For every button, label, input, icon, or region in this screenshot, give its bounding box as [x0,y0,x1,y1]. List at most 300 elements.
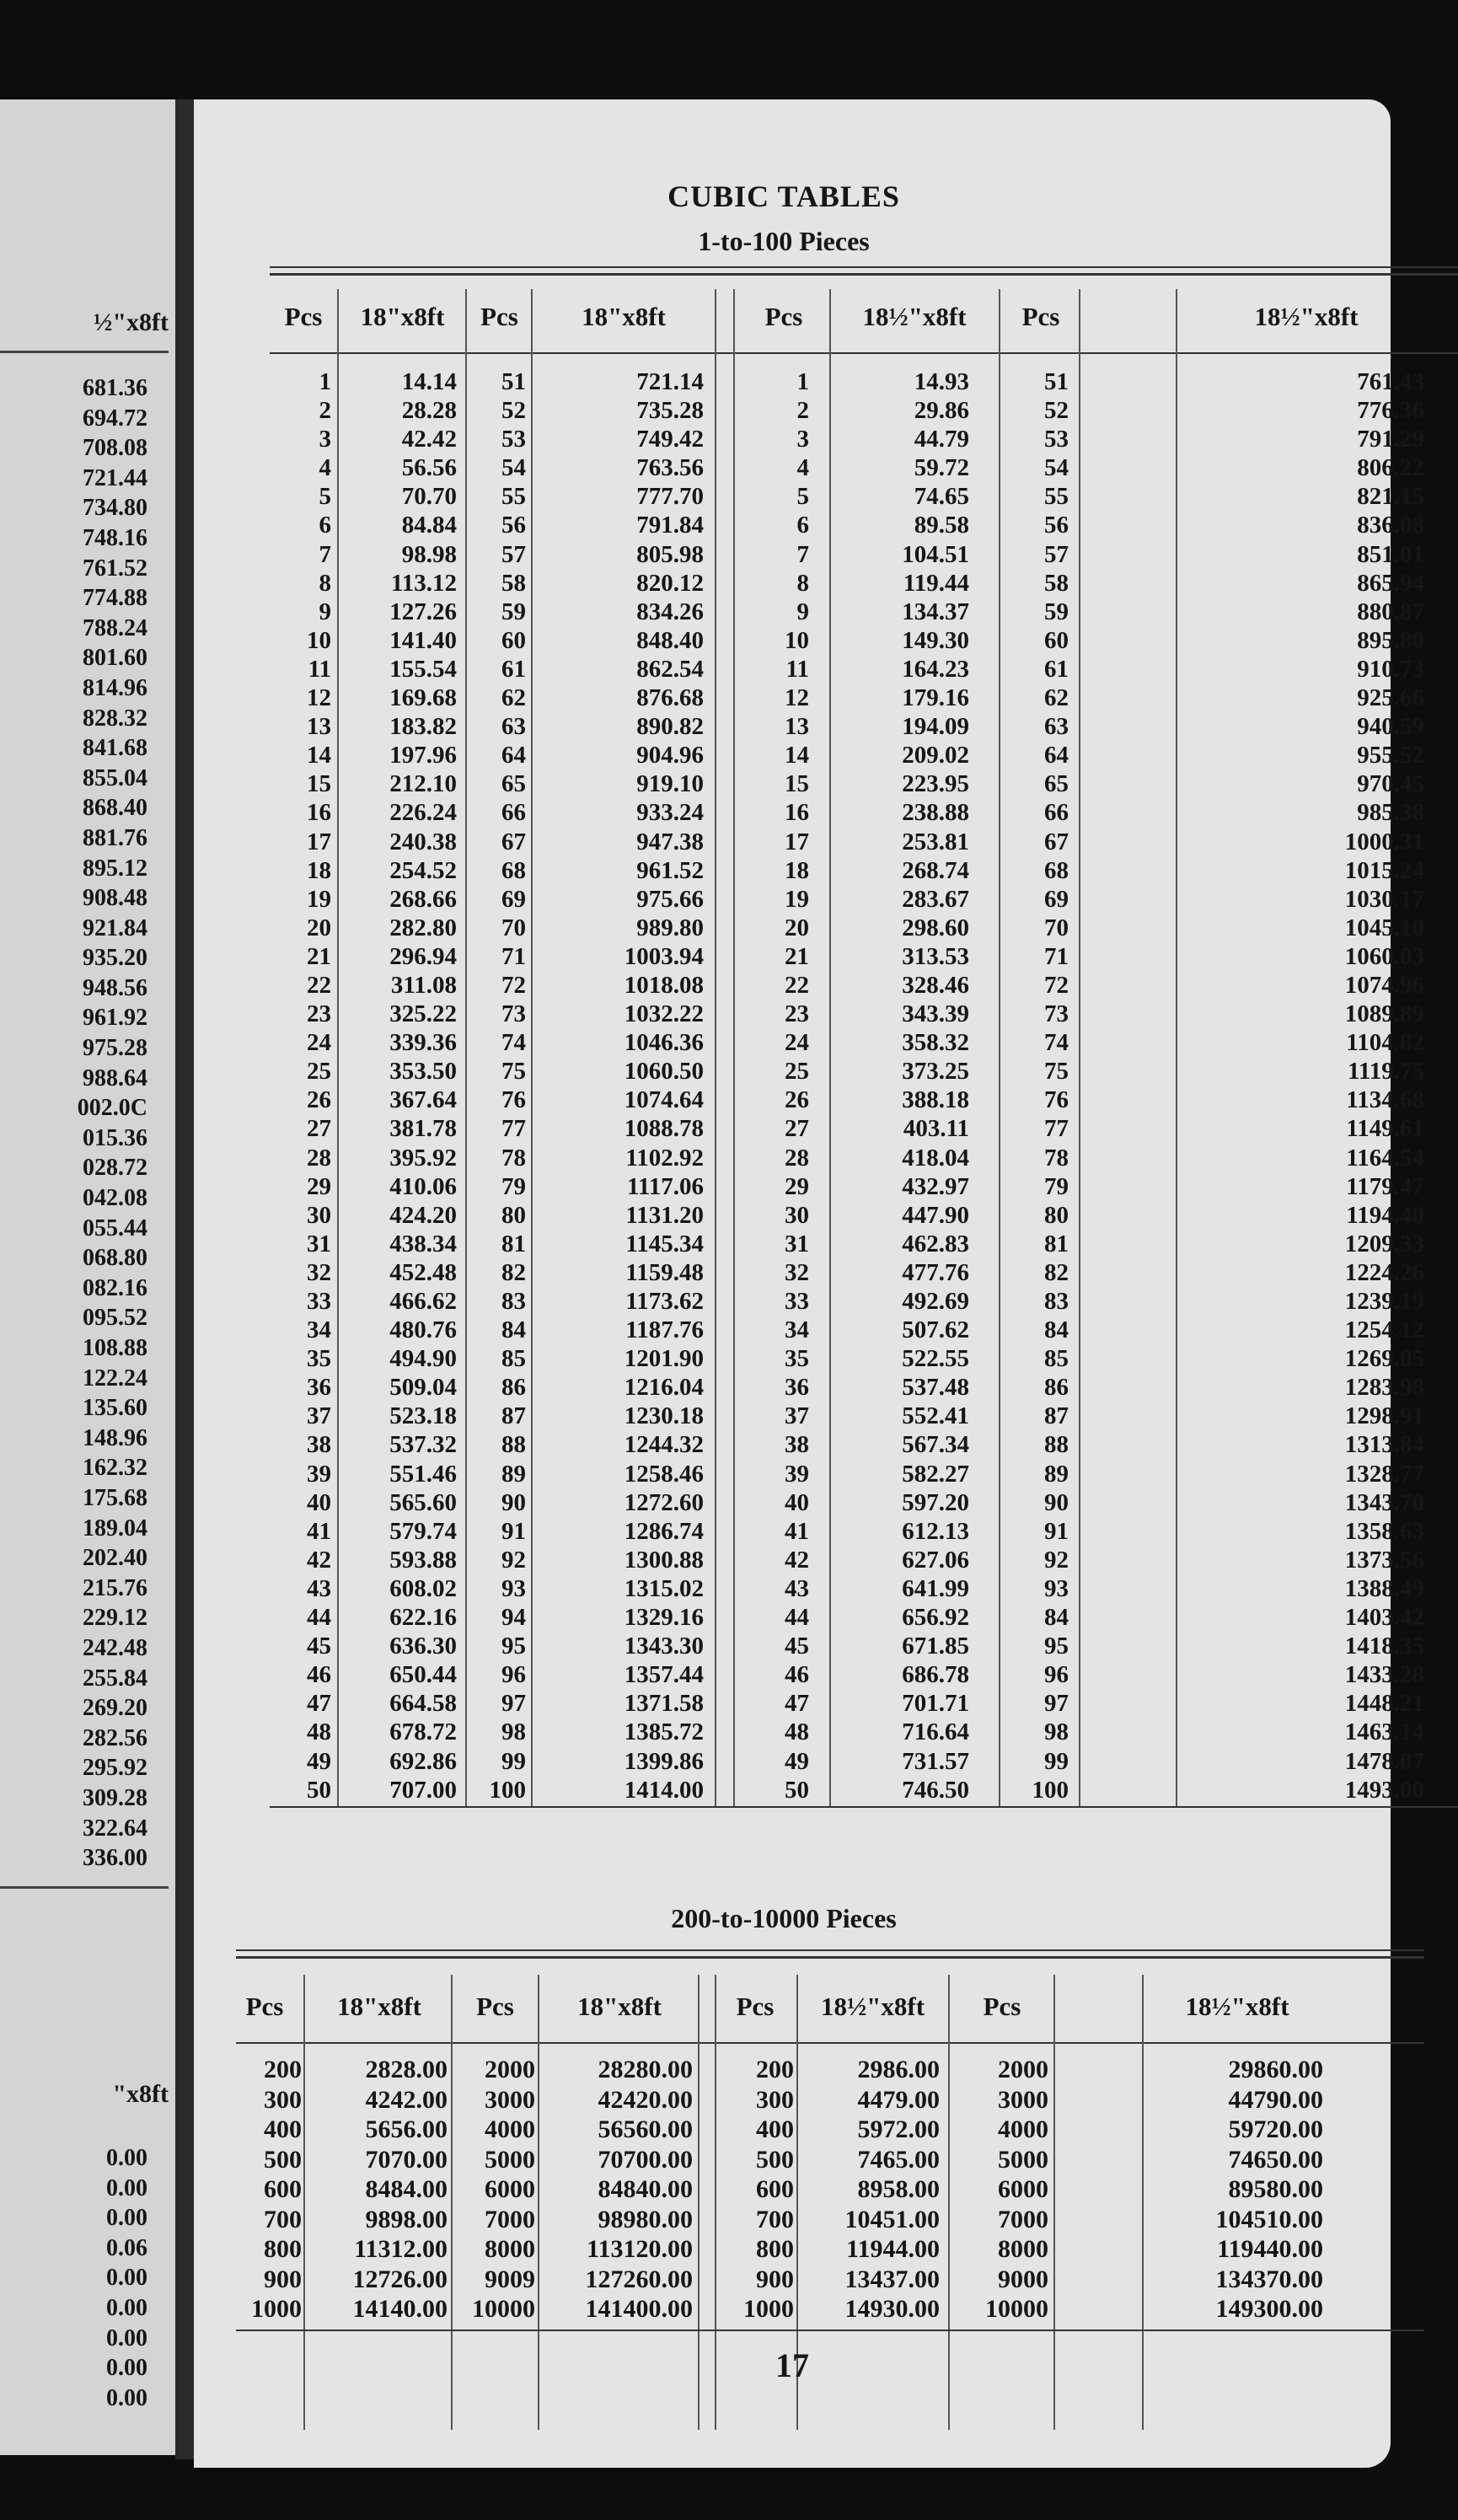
volume-value: 1414.00 [624,1776,704,1804]
pieces-column [228,2055,302,2324]
volume-value: 1418.35 [1344,1633,1424,1660]
volume-value: 507.62 [902,1316,969,1344]
volume-value: 1343.30 [624,1633,704,1660]
column-separator [1176,289,1177,1806]
header-underline [270,352,1458,354]
pieces-value: 61 [501,655,526,683]
volume-value: 876.68 [636,684,704,712]
pieces-value: 41 [307,1517,331,1545]
pieces-value: 55 [1044,483,1069,511]
volume-value: 141.40 [389,626,457,654]
volume-value: 1216.04 [624,1374,704,1402]
pcs-column-header: Pcs [476,1992,514,2021]
page-title: CUBIC TABLES [667,180,900,213]
volume-value: 1385.72 [624,1718,704,1746]
volume-value: 692.86 [389,1747,457,1775]
pieces-value: 64 [501,742,526,769]
pieces-value: 20 [785,914,809,941]
pieces-value: 6000 [998,2175,1048,2203]
left-page-value: 215.76 [83,1574,147,1601]
pieces-value: 5000 [998,2145,1048,2174]
pieces-value: 52 [1044,397,1069,425]
volume-value: 254.52 [389,856,457,884]
table-bottom-rule [270,1806,1458,1808]
pieces-value: 26 [785,1086,809,1114]
pcs-column-header: Pcs [480,302,518,331]
pieces-value: 400 [756,2115,794,2143]
volume-value: 183.82 [389,713,457,741]
pieces-value: 600 [756,2175,794,2203]
left-page-value: 269.20 [83,1695,147,1722]
pieces-value: 38 [307,1431,331,1459]
column-separator [829,289,831,1806]
volume-value: 522.55 [902,1345,969,1373]
volume-value: 904.96 [636,742,704,769]
pieces-value: 54 [1044,454,1069,482]
left-page-value: 868.40 [83,795,147,822]
pieces-value: 18 [307,856,331,884]
volume-value: 947.38 [636,828,704,855]
left-page-value: 068.80 [83,1245,147,1272]
volume-value: 1015.24 [1344,856,1424,884]
pieces-value: 22 [785,971,809,999]
pieces-value: 100 [1032,1776,1069,1804]
volume-value: 1313.84 [1344,1431,1424,1459]
pieces-value: 3 [796,426,809,453]
pieces-value: 14 [307,742,331,769]
left-page-value: 975.28 [83,1035,147,1062]
volume-value: 1104.82 [1346,1029,1424,1057]
pieces-value: 90 [1044,1488,1069,1516]
volume-value: 880.87 [1357,598,1424,625]
pieces-value: 14 [785,742,809,769]
pieces-value: 32 [307,1258,331,1286]
left-page-bottom-value: 0.06 [106,2234,147,2261]
left-page-value: 734.80 [83,495,147,522]
volume-value: 1315.02 [624,1574,704,1602]
left-page-bottom-header: "x8ft [112,2080,169,2108]
volume-value: 537.32 [389,1431,457,1459]
left-page-value: 961.92 [83,1005,147,1032]
volume-value: 4242.00 [365,2085,448,2114]
volume-value: 10451.00 [844,2205,940,2233]
pieces-value: 36 [307,1374,331,1402]
pieces-value: 8 [796,569,809,597]
volume-value: 127.26 [389,598,457,625]
volume-value: 890.82 [636,713,704,741]
volume-value: 84.84 [401,512,457,539]
volume-value: 59.72 [914,454,969,482]
volume-value: 119440.00 [1217,2235,1323,2263]
pieces-value: 85 [501,1345,526,1373]
volume-value: 1478.07 [1344,1747,1424,1775]
volume-value: 1254.12 [1344,1316,1424,1344]
volume-value: 8958.00 [857,2175,940,2203]
volume-value: 1329.16 [624,1604,704,1632]
pieces-value: 40 [307,1488,331,1516]
volume-value: 56560.00 [598,2115,693,2143]
volume-value: 1088.78 [624,1115,704,1143]
pieces-column [1003,367,1069,1804]
pieces-value: 68 [501,856,526,884]
pieces-value: 43 [307,1574,331,1602]
pieces-value: 2 [319,397,331,425]
volume-value: 910.73 [1357,655,1424,683]
pieces-value: 9009 [485,2265,535,2293]
pieces-value: 75 [1044,1058,1069,1086]
pieces-value: 28 [307,1144,331,1172]
pieces-value: 15 [307,770,331,798]
volume-value: 1046.36 [624,1029,704,1057]
pieces-value: 39 [307,1460,331,1488]
left-page-value: 255.84 [83,1665,147,1692]
volume-value: 89580.00 [1228,2175,1323,2203]
volume-column [1180,367,1424,1804]
pieces-value: 65 [1044,770,1069,798]
volume-column-header: 18½"x8ft [1254,302,1359,331]
left-page-value: 175.68 [83,1484,147,1511]
volume-value: 12726.00 [352,2265,448,2293]
volume-value: 1239.19 [1344,1288,1424,1315]
pieces-value: 900 [264,2265,302,2293]
volume-value: 311.08 [390,971,457,999]
left-page-bottom-value: 0.00 [106,2205,147,2232]
volume-value: 127260.00 [585,2265,693,2293]
volume-value: 791.84 [636,512,704,539]
pieces-value: 1 [796,368,809,395]
volume-value: 735.28 [636,397,704,425]
volume-value: 1194.40 [1346,1201,1424,1229]
volume-value: 11312.00 [354,2235,448,2263]
pieces-value: 81 [1044,1230,1069,1257]
volume-value: 1433.28 [1344,1661,1424,1689]
pieces-value: 86 [1044,1374,1069,1402]
pieces-value: 84 [1044,1604,1069,1632]
column-separator [465,289,467,1806]
volume-value: 29860.00 [1228,2056,1323,2083]
volume-value: 59720.00 [1228,2115,1323,2143]
left-page-bottom-value: 0.00 [106,2145,147,2171]
volume-value: 608.02 [389,1574,457,1602]
volume-value: 1173.62 [625,1288,704,1315]
volume-value: 1074.96 [1344,971,1424,999]
volume-value: 1060.50 [624,1058,704,1086]
volume-value: 325.22 [389,1000,457,1028]
pieces-value: 10 [307,626,331,654]
pieces-value: 10 [785,626,809,654]
pieces-value: 78 [501,1144,526,1172]
left-page-value: 148.96 [83,1424,147,1451]
pieces-value: 24 [785,1029,809,1057]
pieces-value: 10000 [985,2295,1048,2323]
page-number: 17 [775,2346,809,2384]
volume-value: 820.12 [636,569,704,597]
pieces-value: 8 [319,569,331,597]
pieces-value: 91 [1044,1517,1069,1545]
volume-value: 5972.00 [857,2115,940,2143]
pieces-value: 200 [756,2056,794,2083]
pieces-value: 70 [1044,914,1069,941]
pieces-value: 99 [501,1747,526,1775]
pcs-column-header: Pcs [1021,302,1060,331]
left-page-value: 748.16 [83,524,147,551]
pieces-value: 29 [785,1172,809,1200]
pieces-value: 7000 [998,2205,1048,2233]
left-page-value: 841.68 [83,735,147,762]
pieces-value: 68 [1044,856,1069,884]
pieces-value: 47 [307,1690,331,1718]
volume-value: 14930.00 [844,2295,940,2323]
pieces-value: 54 [501,454,526,482]
volume-value: 149300.00 [1215,2295,1323,2323]
volume-value: 134.37 [902,598,969,625]
pieces-value: 200 [264,2056,302,2083]
left-page-value: 774.88 [83,585,147,612]
volume-value: 761.43 [1357,368,1424,395]
pieces-value: 11 [785,655,809,683]
volume-value: 477.76 [902,1258,969,1286]
pieces-value: 70 [501,914,526,941]
left-page-value: 788.24 [83,614,147,641]
table-bottom-rule [236,2330,1424,2331]
pieces-value: 35 [785,1345,809,1373]
pieces-value: 31 [307,1230,331,1257]
volume-value: 42420.00 [598,2085,693,2114]
section2-rule-1 [236,1949,1424,1951]
pieces-value: 96 [1044,1661,1069,1689]
volume-value: 9898.00 [365,2205,448,2233]
volume-value: 989.80 [636,914,704,941]
pieces-value: 76 [1044,1086,1069,1114]
volume-value: 612.13 [902,1517,969,1545]
volume-value: 28.28 [401,397,457,425]
volume-value: 650.44 [389,1661,457,1689]
pieces-value: 4000 [485,2115,535,2143]
pieces-value: 18 [785,856,809,884]
left-page-header: ½"x8ft [93,308,169,336]
pieces-value: 40 [785,1488,809,1516]
pieces-value: 92 [1044,1546,1069,1574]
pieces-value: 48 [785,1718,809,1746]
volume-value: 1119.75 [1347,1058,1424,1086]
pieces-value: 92 [501,1546,526,1574]
volume-value: 834.26 [636,598,704,625]
pieces-value: 28 [785,1144,809,1172]
volume-value: 84840.00 [598,2175,693,2203]
column-separator [733,289,735,1806]
volume-value: 1283.98 [1344,1374,1424,1402]
volume-value: 671.85 [902,1633,969,1660]
pieces-value: 50 [307,1776,331,1804]
volume-value: 895.80 [1357,626,1424,654]
pieces-value: 32 [785,1258,809,1286]
left-page-value: 801.60 [83,645,147,672]
volume-value: 749.42 [636,426,704,453]
volume-value: 925.66 [1357,684,1424,712]
left-page-value: 948.56 [83,974,147,1001]
left-page-bottom-value: 0.00 [106,2294,147,2321]
pieces-value: 900 [756,2265,794,2293]
volume-value: 565.60 [389,1488,457,1516]
pieces-value: 3000 [998,2085,1048,2114]
volume-value: 678.72 [389,1718,457,1746]
volume-column-header: 18"x8ft [577,1992,662,2021]
volume-value: 28280.00 [598,2056,693,2083]
pieces-value: 10000 [472,2295,535,2323]
volume-column [799,2055,940,2324]
volume-value: 296.94 [389,942,457,970]
volume-column [341,367,457,1804]
pieces-value: 82 [501,1258,526,1286]
pieces-value: 42 [785,1546,809,1574]
left-page-value: 908.48 [83,885,147,912]
volume-value: 14.14 [401,368,457,395]
volume-value: 298.60 [902,914,969,941]
pieces-value: 90 [501,1488,526,1516]
pieces-value: 52 [501,397,526,425]
volume-column [541,2055,693,2324]
volume-value: 1463.14 [1344,1718,1424,1746]
pieces-value: 57 [1044,540,1069,568]
pieces-value: 17 [785,828,809,855]
volume-value: 1403.42 [1344,1604,1424,1632]
pieces-value: 79 [1044,1172,1069,1200]
volume-value: 74650.00 [1228,2145,1323,2174]
volume-value: 579.74 [389,1517,457,1545]
pieces-value: 3 [319,426,331,453]
volume-value: 567.34 [902,1431,969,1459]
cubic-tables-page [194,99,1424,2468]
volume-value: 1298.91 [1344,1402,1424,1430]
volume-value: 848.40 [636,626,704,654]
pieces-value: 67 [501,828,526,855]
volume-value: 721.14 [636,368,704,395]
pieces-value: 58 [1044,569,1069,597]
pieces-value: 29 [307,1172,331,1200]
pieces-value: 100 [489,1776,526,1804]
volume-value: 656.92 [902,1604,969,1632]
pieces-value: 7000 [485,2205,535,2233]
pieces-value: 4000 [998,2115,1048,2143]
previous-page [0,99,175,2455]
pieces-value: 81 [501,1230,526,1257]
volume-value: 1000.31 [1344,828,1424,855]
column-separator [999,289,1000,1806]
pieces-value: 12 [785,684,809,712]
volume-value: 119.44 [903,569,969,597]
volume-value: 480.76 [389,1316,457,1344]
left-page-value: 242.48 [83,1634,147,1661]
pieces-value: 24 [307,1029,331,1057]
pieces-value: 38 [785,1431,809,1459]
volume-value: 7070.00 [365,2145,448,2174]
volume-value: 955.52 [1357,742,1424,769]
volume-value: 1117.06 [626,1172,704,1200]
pieces-value: 400 [264,2115,302,2143]
left-page-value: 935.20 [83,945,147,972]
pieces-value: 3000 [485,2085,535,2114]
volume-value: 716.64 [902,1718,969,1746]
pieces-value: 34 [307,1316,331,1344]
pieces-value: 89 [1044,1460,1069,1488]
pieces-value: 4 [319,454,331,482]
volume-value: 226.24 [389,799,457,827]
header-underline [236,2042,1424,2044]
volume-value: 424.20 [389,1201,457,1229]
volume-column-header: 18½"x8ft [1185,1992,1289,2021]
volume-value: 2986.00 [857,2056,940,2083]
volume-value: 89.58 [914,512,969,539]
pieces-value: 700 [756,2205,794,2233]
volume-value: 194.09 [902,713,969,741]
pieces-value: 9 [796,598,809,625]
volume-value: 1209.33 [1344,1230,1424,1257]
left-page-value: 881.76 [83,824,147,851]
volume-value: 940.59 [1357,713,1424,741]
pieces-value: 74 [501,1029,526,1057]
left-page-value: 082.16 [83,1274,147,1301]
pieces-value: 82 [1044,1258,1069,1286]
pieces-value: 72 [501,971,526,999]
volume-value: 339.36 [389,1029,457,1057]
pieces-value: 80 [501,1201,526,1229]
volume-value: 44790.00 [1228,2085,1323,2114]
section2-title: 200-to-10000 Pieces [671,1903,897,1933]
volume-value: 961.52 [636,856,704,884]
volume-value: 593.88 [389,1546,457,1574]
volume-value: 134370.00 [1215,2265,1323,2293]
left-page-value: 042.08 [83,1185,147,1212]
volume-value: 975.66 [636,885,704,913]
pieces-value: 88 [501,1431,526,1459]
column-separator [337,289,339,1806]
volume-value: 1159.48 [625,1258,704,1286]
volume-value: 806.22 [1357,454,1424,482]
pieces-value: 700 [264,2205,302,2233]
volume-value: 1074.64 [624,1086,704,1114]
volume-value: 373.25 [902,1058,969,1086]
pieces-value: 22 [307,971,331,999]
volume-value: 1179.47 [1346,1172,1424,1200]
volume-value: 5656.00 [365,2115,448,2143]
volume-value: 2828.00 [365,2056,448,2083]
left-page-bottom-value: 0.00 [106,2265,147,2292]
left-page-value: 108.88 [83,1335,147,1361]
pieces-value: 11 [308,655,331,683]
volume-value: 238.88 [902,799,969,827]
pieces-value: 97 [1044,1690,1069,1718]
pieces-value: 48 [307,1718,331,1746]
pieces-value: 45 [307,1633,331,1660]
pieces-value: 20 [307,914,331,941]
volume-value: 179.16 [902,684,969,712]
volume-value: 1258.46 [624,1460,704,1488]
pieces-value: 5 [319,483,331,511]
volume-value: 862.54 [636,655,704,683]
pieces-value: 44 [785,1604,809,1632]
volume-value: 1134.68 [1346,1086,1424,1114]
pcs-column-header: Pcs [736,1992,775,2021]
pieces-value: 53 [501,426,526,453]
pieces-column [274,367,331,1804]
volume-value: 141400.00 [585,2295,693,2323]
volume-value: 268.66 [389,885,457,913]
volume-value: 707.00 [389,1776,457,1804]
volume-value: 1399.86 [624,1747,704,1775]
pieces-value: 47 [785,1690,809,1718]
pieces-value: 67 [1044,828,1069,855]
volume-value: 509.04 [389,1374,457,1402]
